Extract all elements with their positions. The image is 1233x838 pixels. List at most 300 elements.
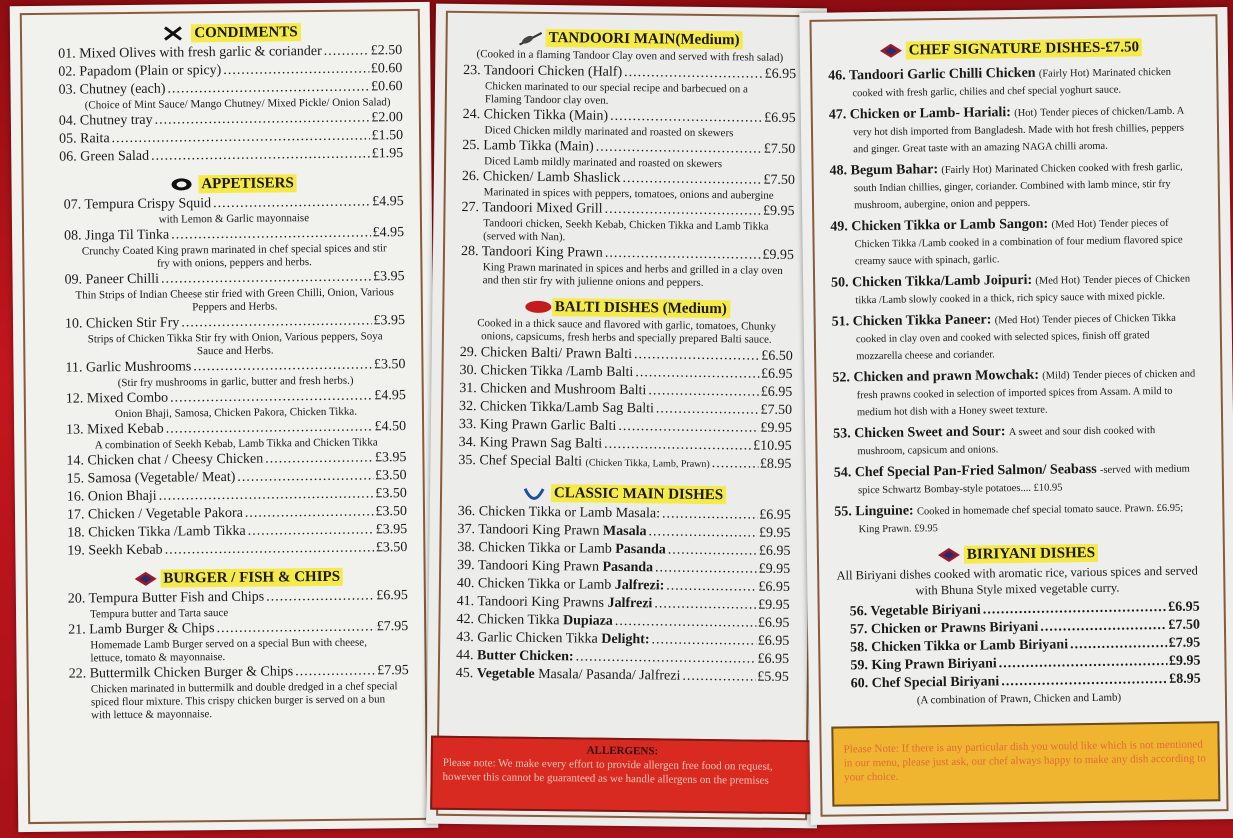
item-name: Tandoori King Prawn — [481, 244, 603, 261]
item-number: 01. — [58, 46, 76, 62]
item-number: 18. — [67, 525, 85, 541]
item-name: Chef Special Balti — [479, 453, 583, 470]
item-price: £6.95 — [758, 579, 791, 596]
signature-item — [829, 102, 1194, 158]
leader-dots — [1040, 617, 1166, 637]
item-name: Chicken chat / Cheesy Chicken — [87, 451, 264, 469]
menu-item — [65, 356, 405, 378]
plate-icon — [170, 177, 192, 191]
item-number: 07. — [63, 197, 82, 213]
item-number: 02. — [58, 64, 76, 80]
leader-dots — [324, 42, 369, 60]
menu-item — [837, 670, 1201, 693]
item-number: 43. — [456, 629, 474, 646]
item-number: 50. — [831, 275, 849, 291]
item-price: £6.95 — [764, 110, 796, 127]
item-description: Strips of Chicken Tikka Stir fry with Onion, Various peppers, Soya Sauce and Herbs. — [87, 330, 383, 358]
item-name-bold: Pasanda — [602, 559, 654, 576]
item-number: 51. — [831, 314, 850, 330]
item-number: 30. — [459, 362, 478, 379]
item-description: Tempura butter and Tarta sauce — [89, 606, 229, 621]
section-title: BIRIYANI DISHES — [964, 544, 1098, 564]
item-description: Thin Strips of Indian Cheese stir fried with Green Chilli, Onion, Various Peppers and Herbs. — [75, 286, 394, 314]
leader-dots — [648, 523, 757, 542]
item-price: £6.95 — [757, 615, 790, 632]
item-price: £6.95 — [759, 507, 791, 524]
item-name: Chicken Tikka or Lamb — [477, 576, 615, 593]
item-description: Marinated in spices with peppers, tomatoes, onions and aubergine — [483, 186, 774, 202]
item-number: 47. — [828, 107, 847, 123]
item-number: 46. — [828, 68, 846, 84]
leader-dots — [170, 387, 372, 407]
leader-dots — [161, 268, 371, 288]
item-description: with Lemon & Garlic mayonnaise — [158, 212, 310, 226]
item-name: Chicken Tikka /Lamb Balti — [480, 363, 634, 381]
note-box — [831, 721, 1220, 806]
signature-item — [831, 270, 1195, 309]
item-name: Chef Special Biriyani — [871, 674, 1000, 692]
item-name: Chicken or Lamb- Hariali: — [849, 105, 1012, 123]
menu-item — [68, 587, 408, 609]
item-description: Tender pieces of Chicken Tikka /Lamb cooked in a combination of four medium flavored spice creamy sauce with spinach, garlic. — [854, 217, 1183, 268]
leader-dots — [1001, 671, 1167, 691]
item-price: £4.95 — [374, 388, 406, 404]
leader-dots — [605, 245, 761, 265]
item-description: Tender pieces of chicken/Lamb. A very hot dish imported from Bangladesh. Made with hot fresh chillies, peppers and ginger. Great taste with an amazing NAGA chilli aroma. — [852, 105, 1185, 156]
section-intro: Cooked in a thick sauce and flavored with garlic, tomatoes, Chunky onions, capsicums, fresh herbs and specially prepared Balti sauce. — [477, 317, 777, 346]
heat-tag: -served — [1099, 464, 1131, 476]
section-title: CLASSIC MAIN DISHES — [551, 484, 726, 504]
item-name: Chicken/ Lamb Shaslick — [482, 169, 621, 186]
item-price: £6.95 — [757, 651, 790, 668]
diamond-icon — [132, 572, 154, 586]
item-price: £6.95 — [757, 633, 790, 650]
item-name-bold: Jalfrezi — [607, 595, 653, 612]
item-name: Tandoori King Prawns — [477, 594, 608, 611]
signature-item — [828, 63, 1192, 102]
leader-dots — [999, 653, 1168, 673]
item-name: Tandoori Mixed Grill — [482, 200, 603, 217]
item-number: 38. — [457, 539, 475, 556]
item-price: £7.50 — [763, 172, 795, 189]
item-number: 08. — [64, 228, 82, 244]
section-intro: All Biriyani dishes cooked with aromatic rice, various spices and served with Bhuna Style mixed vegetable curry. — [836, 563, 1198, 598]
item-name: Tempura Butter Fish and Chips — [88, 589, 265, 607]
item-name: Chicken Balti/ Prawn Balti — [480, 345, 633, 363]
item-number: 37. — [457, 521, 476, 538]
item-number: 41. — [456, 593, 475, 610]
item-number: 24. — [462, 106, 481, 123]
item-name: Mixed Olives with fresh garlic & coriander — [79, 43, 322, 62]
menu-item — [458, 452, 791, 475]
item-name: Garlic Chicken Tikka — [477, 630, 602, 647]
item-price: £4.50 — [374, 419, 407, 435]
item-description: Homemade Lamb Burger served on a special Bun with cheese, lettuce, tomato & mayonnaise. — [90, 636, 367, 665]
item-number: 21. — [68, 622, 86, 638]
item-name-bold: Vegetable — [476, 666, 535, 682]
item-number: 11. — [65, 360, 83, 376]
item-name: King Prawn Biriyani — [871, 656, 997, 674]
item-description: Tender pieces of Chicken Tikka cooked in clay oven and cooked with selected spices, finish off grated mozzarella cheese and coriander. — [855, 312, 1176, 363]
item-number: 59. — [850, 658, 869, 674]
item-description: (Choice of Mint Sauce/ Mango Chutney/ Mixed Pickle/ Onion Salad) — [84, 96, 391, 112]
item-name: Chicken Sweet and Sour: — [854, 424, 1006, 442]
leader-dots — [712, 455, 758, 475]
item-description: (Stir fry mushrooms in garlic, butter and fresh herbs.) — [117, 374, 354, 390]
item-description: A combination of Seekh Kebab, Lamb Tikka and Chicken Tikka — [94, 436, 378, 452]
item-price: £9.95 — [762, 247, 795, 264]
item-name: Vegetable Biriyani — [870, 602, 981, 620]
allergens-text: Please note: We make every effort to provide allergen free food on request, however this cannot be guaranteed as we handle allergens on the premises — [442, 756, 773, 787]
item-price: £3.50 — [373, 357, 406, 373]
item-description: with medium spice Schwartz Bombay-style potatoes.... £10.95 — [857, 463, 1190, 497]
leader-dots — [668, 542, 757, 561]
item-price: £3.95 — [372, 269, 405, 285]
item-number: 28. — [460, 243, 479, 260]
item-name-rest: Masala/ Pasanda/ Jalfrezi — [534, 666, 681, 684]
signature-item — [834, 460, 1198, 499]
item-price: £6.95 — [760, 384, 793, 401]
item-price: £3.95 — [373, 313, 406, 329]
item-name: King Prawn Garlic Balti — [479, 417, 617, 434]
leader-dots — [615, 613, 756, 633]
item-name: Jinga Til Tinka — [85, 227, 170, 244]
leader-dots — [155, 109, 370, 129]
bowl-icon — [523, 486, 545, 500]
item-price: £9.95 — [758, 525, 791, 542]
item-price: £3.95 — [374, 450, 407, 466]
item-price: £3.50 — [375, 486, 407, 502]
leader-dots — [596, 139, 762, 159]
leader-dots — [651, 631, 755, 650]
item-number: 04. — [58, 113, 77, 129]
item-price: £3.95 — [375, 522, 408, 538]
item-number: 12. — [65, 391, 84, 407]
allergens-title: ALLERGENS: — [586, 744, 659, 758]
item-name: Chicken Tikka or Lamb Masala: — [478, 504, 661, 522]
item-name: Lamb Burger & Chips — [89, 621, 215, 638]
item-name: Garlic Mushrooms — [85, 359, 192, 376]
item-price: £7.95 — [376, 619, 409, 635]
heat-tag: (Fairly Hot) — [941, 164, 992, 177]
item-price: £6.95 — [758, 543, 791, 560]
item-price: £6.95 — [764, 66, 797, 83]
item-name: Chicken Tikka /Lamb Tikka — [88, 523, 246, 541]
item-price: £8.95 — [1169, 671, 1201, 687]
leader-dots — [662, 505, 758, 524]
item-name: Green Salad — [80, 148, 150, 165]
leader-dots — [682, 668, 755, 687]
item-price: £7.50 — [1168, 617, 1201, 633]
leader-dots — [618, 418, 758, 438]
section-title: BALTI DISHES (Medium) — [552, 298, 730, 318]
item-name: Lamb Tikka (Main) — [483, 138, 594, 155]
item-number: 05. — [59, 131, 77, 147]
item-name: Chicken and prawn Mowchak: — [853, 367, 1040, 386]
leader-dots — [213, 193, 370, 213]
leader-dots — [648, 382, 759, 401]
section-intro: (Cooked in a flaming Tandoor Clay oven and served with fresh salad) — [476, 48, 784, 64]
item-description: Tandoori chicken, Seekh Kebab, Chicken Tikka and Lamb Tikka (served with Nan). — [483, 217, 769, 244]
leader-dots — [656, 400, 759, 419]
item-name: Samosa (Vegetable/ Meat) — [87, 469, 236, 487]
item-name: Papadom (Plain or spicy) — [79, 63, 222, 80]
item-name: Chef Special Pan-Fried Salmon/ Seabass — [854, 461, 1097, 481]
item-price: £9.95 — [758, 597, 790, 614]
item-name: Onion Bhaji — [87, 488, 157, 505]
item-number: 52. — [832, 370, 851, 386]
item-number: 20. — [67, 591, 86, 607]
item-number: 56. — [849, 604, 868, 620]
item-description: Cooked in homemade chef special tomato sauce. Prawn. £6.95; King Prawn. £9.95 — [858, 502, 1184, 536]
leader-dots — [622, 170, 761, 190]
heat-tag: (Med Hot) — [1051, 218, 1097, 231]
item-description: Marinated chicken cooked with fresh garlic, chilies and chef special yoghurt sauce. — [852, 66, 1171, 100]
item-name: Chicken Tikka or Lamb Biriyani — [871, 637, 1069, 656]
item-name: Chicken Tikka or Lamb Sangon: — [851, 216, 1049, 235]
item-description: Diced Lamb mildly marinated and roasted on skewers — [484, 155, 723, 171]
item-price: £5.95 — [757, 669, 789, 686]
item-price: £6.95 — [1168, 599, 1200, 615]
item-number: 10. — [64, 316, 83, 332]
item-price: £7.95 — [1168, 635, 1201, 651]
item-number: 53. — [833, 426, 851, 442]
leader-dots — [666, 577, 756, 596]
item-name: Mixed Kebab — [87, 421, 164, 438]
item-description: Onion Bhaji, Samosa, Chicken Pakora, Chicken Tikka. — [114, 405, 357, 421]
item-detail: (Chicken Tikka, Lamb, Prawn) — [585, 457, 710, 471]
leader-dots — [1070, 635, 1167, 654]
item-number: 03. — [58, 82, 77, 98]
diamond-icon — [936, 548, 958, 562]
note-text: Please Note: If there is any particular dish you would like which is not mentioned in our menu, please just ask, our chef always happy to make any dish according to your choice. — [843, 738, 1206, 784]
section-title: CONDIMENTS — [191, 23, 301, 42]
item-number: 55. — [834, 504, 852, 520]
item-price: £3.50 — [375, 540, 408, 556]
item-number: 33. — [458, 416, 477, 433]
item-number: 25. — [462, 137, 480, 154]
signature-item — [832, 309, 1197, 365]
item-number: 54. — [833, 465, 852, 481]
diamond-icon — [878, 44, 900, 58]
item-description: Diced Chicken mildly marinated and roasted on skewers — [484, 124, 734, 140]
leader-dots — [216, 618, 374, 638]
leader-dots — [151, 145, 370, 165]
section-title: BURGER / FISH & CHIPS — [160, 568, 343, 588]
item-price: £0.60 — [370, 79, 403, 95]
heat-tag: (Med Hot) — [1035, 275, 1081, 287]
leader-dots — [223, 60, 369, 80]
item-price: £1.95 — [371, 146, 404, 162]
leader-dots — [295, 662, 375, 681]
item-price: £2.00 — [371, 110, 403, 126]
leader-dots — [181, 312, 371, 332]
item-number: 32. — [459, 398, 477, 415]
signature-item — [830, 214, 1195, 270]
item-number: 15. — [66, 471, 85, 487]
section-title: APPETISERS — [198, 174, 297, 193]
item-description: Chicken marinated in buttermilk and double dredged in a chef special spiced flour mixture. This crispy chicken burger is served on a bun with lettuce & mayonnaise. — [90, 680, 398, 722]
item-name-bold: Jalfrezi: — [614, 577, 665, 594]
item-name: Tandoori King Prawn — [478, 522, 604, 539]
item-name: Raita — [80, 131, 110, 147]
item-number: 26. — [461, 168, 480, 185]
leader-dots — [655, 559, 757, 578]
item-name: Tempura Crispy Squid — [84, 196, 212, 213]
signature-item — [829, 158, 1194, 214]
item-name: Tandoori Garlic Chilli Chicken — [848, 65, 1036, 84]
item-description: Marinated Chicken cooked with fresh garlic, south Indian chillies, ginger, coriander. Combined with lamb mince, stir fry mushroom, aubergine, onion and peppers. — [853, 161, 1183, 212]
item-number: 06. — [59, 149, 77, 165]
item-price: £3.50 — [375, 468, 407, 484]
item-name: Begum Bahar: — [850, 162, 939, 179]
item-price: £9.95 — [1168, 653, 1201, 669]
item-number: 22. — [68, 666, 87, 682]
item-name: Chicken Tikka or Lamb — [478, 540, 616, 557]
item-name: Tandoori King Prawn — [477, 558, 603, 575]
signature-item — [833, 421, 1197, 460]
item-number: 29. — [459, 344, 478, 361]
item-description: Chicken marinated to our special recipe and barbecued on a Flaming Tandoor clay oven. — [484, 80, 749, 107]
item-name-bold: Butter Chicken: — [476, 648, 574, 665]
item-description: King Prawn marinated in spices and herbs and grilled in a clay oven and then stir fry with julienne onions and peppers. — [482, 261, 783, 289]
item-number: 13. — [66, 422, 84, 438]
leader-dots — [165, 539, 374, 559]
item-price: £2.50 — [370, 43, 403, 59]
item-number: 35. — [458, 452, 477, 469]
signature-item — [834, 499, 1198, 538]
leader-dots — [248, 521, 374, 540]
leader-dots — [265, 449, 373, 468]
menu-panel-left — [10, 2, 439, 832]
item-number: 45. — [455, 665, 474, 682]
item-number: 57. — [849, 622, 868, 638]
item-name: Chutney tray — [79, 112, 153, 129]
leader-dots — [624, 64, 763, 84]
item-name: Chicken Stir Fry — [85, 315, 180, 332]
item-number: 31. — [459, 380, 477, 397]
item-name: Chicken or Prawns Biriyani — [870, 619, 1039, 638]
menu-item — [67, 539, 407, 561]
item-number: 17. — [66, 507, 85, 523]
leader-dots — [634, 346, 759, 366]
item-description: A sweet and sour dish cooked with mushroom, capsicum and onions. — [857, 425, 1156, 458]
item-name: Chicken / Vegetable Pakora — [87, 505, 243, 523]
item-name-bold: Dupiaza — [562, 613, 613, 629]
leader-dots — [604, 436, 751, 456]
menu-panel-middle — [426, 4, 827, 829]
item-price: £6.50 — [761, 348, 793, 365]
balti-dish-icon — [524, 300, 546, 314]
heat-tag: (Hot) — [1014, 107, 1037, 120]
item-name: Chicken Tikka/Lamb Sag Balti — [480, 399, 655, 417]
item-price: £9.95 — [760, 420, 792, 437]
item-number: 40. — [456, 575, 475, 592]
item-description: Crunchy Coated King prawn marinated in chef special spices and stir fry with onions, peppers and herbs. — [81, 242, 387, 270]
leader-dots — [237, 467, 373, 486]
menu-item — [64, 193, 404, 215]
menu-panel-right — [799, 7, 1233, 825]
item-number: 14. — [66, 453, 85, 469]
leader-dots — [654, 595, 756, 614]
leader-dots — [159, 485, 374, 505]
biriyani-footnote: (A combination of Prawn, Chicken and Lamb) — [916, 691, 1122, 707]
item-description: Tender pieces of Chicken tikka /Lamb slowly cooked in a thick, rich spicy sauce with mixed pickle. — [855, 273, 1191, 307]
allergens-box — [430, 736, 814, 815]
item-price: £7.95 — [377, 663, 409, 679]
heat-tag: (Med Hot) — [994, 314, 1040, 327]
heat-tag: (Fairly Hot) — [1038, 67, 1090, 80]
item-number: 49. — [830, 219, 848, 235]
item-price: £6.95 — [376, 588, 408, 604]
item-number: 44. — [455, 647, 474, 664]
item-name: Chutney (each) — [79, 81, 166, 98]
item-price: £7.50 — [763, 141, 796, 158]
item-name: Tandoori Chicken (Half) — [483, 63, 623, 80]
crossed-utensils-icon — [163, 26, 185, 40]
signature-item — [832, 365, 1197, 421]
leader-dots — [266, 587, 374, 606]
item-price: £6.95 — [760, 366, 793, 383]
leader-dots — [635, 364, 759, 384]
item-name: Chicken and Mushroom Balti — [480, 381, 647, 399]
item-name: Chicken Tikka/Lamb Joipuri: — [852, 272, 1033, 291]
leader-dots — [576, 648, 756, 668]
item-number: 36. — [457, 503, 476, 520]
item-name-bold: Masala — [602, 523, 647, 540]
section-title: TANDOORI MAIN(Medium) — [546, 29, 743, 49]
item-number: 39. — [457, 557, 475, 574]
item-name-bold: Pasanda — [615, 541, 666, 558]
item-price: £9.95 — [762, 203, 795, 220]
item-number: 60. — [850, 676, 869, 692]
heat-tag: (Mild) — [1042, 370, 1070, 382]
item-name: Chicken Tikka (Main) — [483, 107, 609, 124]
item-price: £9.95 — [758, 561, 791, 578]
leader-dots — [193, 356, 372, 376]
item-name: Linguine: — [855, 503, 914, 520]
item-number: 09. — [64, 272, 83, 288]
leader-dots — [166, 418, 373, 438]
item-price: £4.95 — [372, 225, 405, 241]
leader-dots — [171, 224, 371, 244]
item-number: 48. — [829, 163, 848, 179]
section-heading — [828, 36, 1192, 63]
leader-dots — [245, 503, 374, 522]
item-name-bold: Delight: — [601, 631, 650, 648]
item-name: Chicken Tikka — [477, 612, 564, 629]
item-price: £8.95 — [759, 456, 792, 473]
item-number: 58. — [850, 640, 868, 656]
section-title: CHEF SIGNATURE DISHES-£7.50 — [906, 38, 1143, 59]
item-name: Buttermilk Chicken Burger & Chips — [89, 664, 294, 682]
skewer-icon — [518, 31, 540, 45]
item-number: 27. — [461, 199, 480, 216]
leader-dots — [167, 78, 369, 98]
item-number: 19. — [67, 543, 85, 559]
item-price: £0.60 — [370, 61, 403, 77]
item-number: 16. — [66, 489, 85, 505]
item-name: Seekh Kebab — [88, 542, 163, 559]
item-name: Chicken Tikka Paneer: — [852, 312, 992, 330]
item-number: 42. — [456, 611, 475, 628]
menu-item — [59, 145, 403, 167]
item-price: £4.95 — [372, 194, 404, 210]
leader-dots — [605, 201, 762, 221]
item-name: King Prawn Sag Balti — [479, 435, 603, 452]
item-price: £10.95 — [753, 438, 792, 455]
leader-dots — [610, 108, 762, 128]
